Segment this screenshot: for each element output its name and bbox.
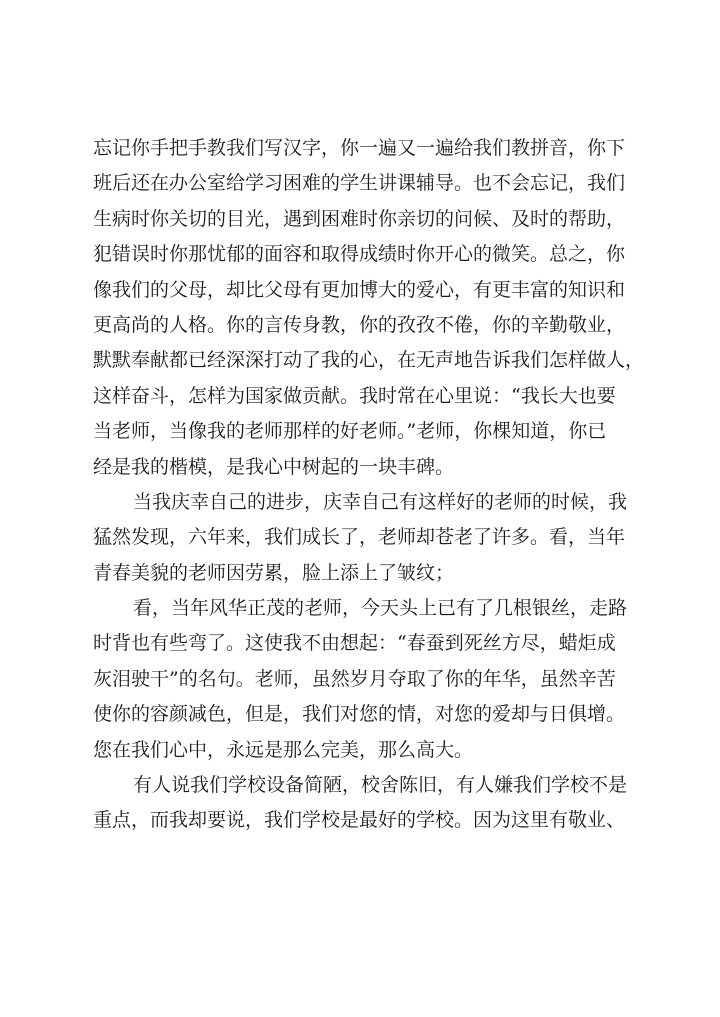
text-line: 重点，而我却要说，我们学校是最好的学校。因为这里有敬业、 (93, 809, 626, 832)
text-line: 有人说我们学校设备简陋，校舍陈旧，有人嫌我们学校不是 (133, 774, 628, 797)
text-line: 班后还在办公室给学习困难的学生讲课辅导。也不会忘记，我们 (93, 172, 626, 195)
text-line: 默默奉献都已经深深打动了我的心，在无声地告诉我们怎样做人， (93, 349, 645, 372)
text-line: 看，当年风华正茂的老师，今天头上已有了几根银丝，走路 (133, 597, 628, 620)
text-line: 生病时你关切的目光，遇到困难时你亲切的问候、及时的帮助， (93, 207, 626, 230)
text-line: 使你的容颜减色，但是，我们对您的情，对您的爱却与日俱增。 (93, 703, 626, 726)
text-line: 灰泪驶干”的名句。老师，虽然岁月夺取了你的年华，虽然辛苦 (93, 667, 616, 690)
text-line: 忘记你手把手教我们写汉字，你一遍又一遍给我们教拼音，你下 (93, 137, 626, 159)
paragraph-4 (93, 768, 635, 839)
text-line: 青春美貌的老师因劳累，脸上添上了皱纹； (93, 561, 455, 584)
paragraph-2 (93, 485, 635, 591)
paragraph-1 (93, 131, 645, 485)
text-line: 像我们的父母，却比父母有更加博大的爱心，有更丰富的知识和 (93, 278, 626, 301)
text-line: 犯错误时你那忧郁的面容和取得成绩时你开心的微笑。总之，你 (93, 243, 626, 266)
document-body (93, 131, 645, 839)
paragraph-3 (93, 591, 635, 768)
text-line: 猛然发现，六年来，我们成长了，老师却苍老了许多。看，当年 (93, 526, 626, 549)
text-line: 时背也有些弯了。这使我不由想起：“春蚕到死丝方尽，蜡炬成 (93, 632, 616, 655)
text-line: 更高尚的人格。你的言传身教，你的孜孜不倦，你的辛勤敬业， (93, 313, 626, 336)
text-line: 这样奋斗，怎样为国家做贡献。我时常在心里说：“我长大也要 (93, 384, 616, 407)
text-line: 当老师，当像我的老师那样的好老师。”老师，你棵知道，你已 (93, 420, 607, 443)
text-line: 经是我的楷模，是我心中树起的一块丰碑。 (93, 455, 455, 478)
text-line: 您在我们心中，永远是那么完美，那么高大。 (93, 738, 474, 761)
text-line: 当我庆幸自己的进步，庆幸自己有这样好的老师的时候，我 (133, 490, 628, 513)
